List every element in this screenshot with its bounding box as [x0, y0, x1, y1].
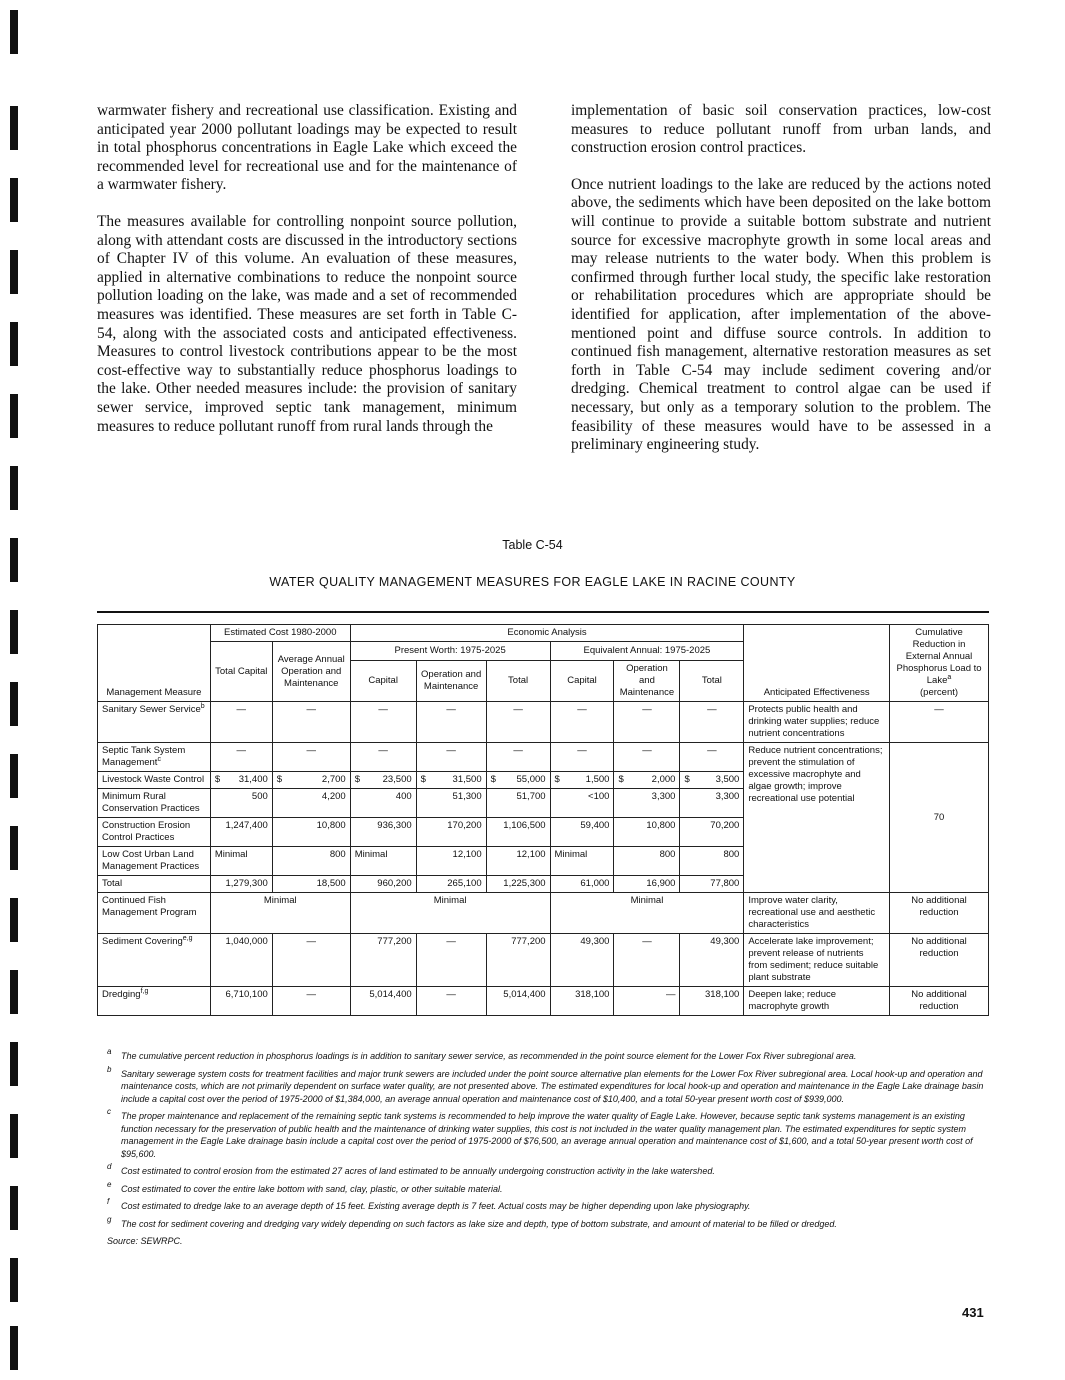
cell: 70,200 [680, 818, 744, 847]
cell-value: 23,500 [382, 774, 412, 785]
header-anticipated-effectiveness: Anticipated Effectiveness [744, 625, 890, 702]
table-row [98, 934, 989, 987]
cell: 77,800 [680, 876, 744, 893]
footnote-mark: g [107, 1214, 112, 1224]
edge-mark [10, 1326, 18, 1370]
cell: — [416, 743, 486, 772]
cell: — [210, 743, 272, 772]
cell [486, 772, 550, 789]
cell-value: 31,500 [452, 774, 482, 785]
cell: Minimal [350, 893, 550, 934]
measure-label: Dredging [102, 989, 141, 1000]
paragraph: warmwater fishery and recreational use classification. Existing and anticipated year 2000 pollutant loadings may be expected to result in total phosphorus concentrations in Eagle Lake which exceed the recommended level for recreational use and for the maintenance of a warmwater fishery. [97, 102, 517, 194]
measures-table [97, 624, 989, 1016]
cell: 16,900 [614, 876, 680, 893]
header-cumulative-reduction [890, 625, 989, 702]
measure-label: Sediment Covering [102, 936, 183, 947]
footnote-ref: f,g [140, 987, 149, 995]
footnote-mark: a [107, 1047, 112, 1056]
footnote [107, 1107, 992, 1160]
table-row [98, 987, 989, 1016]
cell: 1,225,300 [486, 876, 550, 893]
cell: 5,014,400 [486, 987, 550, 1016]
cell: 3,300 [680, 789, 744, 818]
currency-sign: $ [554, 774, 560, 785]
cell: 1,247,400 [210, 818, 272, 847]
table-top-rule [97, 611, 989, 613]
edge-mark [10, 682, 18, 726]
header-pw-capital: Capital [350, 661, 416, 702]
paragraph: implementation of basic soil conservation practices, low-cost measures to reduce pollutant runoff from urban lands, and construction erosion control practices. [571, 102, 991, 157]
cell: — [350, 743, 416, 772]
measure-name [98, 934, 211, 987]
edge-mark [10, 106, 18, 150]
currency-sign: $ [490, 774, 496, 785]
cell: 800 [680, 847, 744, 876]
footnote [107, 1162, 992, 1178]
cell-value: 1,500 [585, 774, 610, 785]
cell: — [272, 743, 350, 772]
edge-mark [10, 10, 18, 54]
header-cumulative-reduction-text: Cumulative Reduction in External Annual Phosphorus Load to Lake [896, 627, 982, 686]
cell: 936,300 [350, 818, 416, 847]
cell: 18,500 [272, 876, 350, 893]
edge-mark [10, 1042, 18, 1086]
header-pw-om: Operation and Maintenance [416, 661, 486, 702]
cell [210, 772, 272, 789]
footnote-ref: b [200, 702, 205, 710]
table-row [98, 893, 989, 934]
cell: 51,300 [416, 789, 486, 818]
cell-value: 55,000 [516, 774, 546, 785]
edge-mark [10, 466, 18, 510]
cell: — [416, 702, 486, 743]
effectiveness-cell: Protects public health and drinking water supplies; reduce nutrient concentrations [744, 702, 890, 743]
cell: 6,710,100 [210, 987, 272, 1016]
cell [680, 772, 744, 789]
cell: Minimal [210, 847, 272, 876]
table-title: WATER QUALITY MANAGEMENT MEASURES FOR EAGLE LAKE IN RACINE COUNTY [269, 575, 796, 589]
measure-name [98, 743, 211, 772]
cell: — [486, 743, 550, 772]
cell: 960,200 [350, 876, 416, 893]
measure-name: Livestock Waste Control [98, 772, 211, 789]
cell-value: 2,700 [321, 774, 346, 785]
cell: 800 [614, 847, 680, 876]
cell: 265,100 [416, 876, 486, 893]
edge-mark [10, 1186, 18, 1230]
cell: 3,300 [614, 789, 680, 818]
edge-mark [10, 394, 18, 438]
cell: 1,040,000 [210, 934, 272, 987]
cell: — [550, 743, 614, 772]
cell: 500 [210, 789, 272, 818]
footnote-text: The proper maintenance and replacement of the remaining septic tank systems is recommended to help improve the water quality of Eagle Lake. However, because septic tank systems management is an existing function necessary for the preservation of public health and the maintenance of drinking water supplies, this cost is not included in the water quality management plan. The estimated expenditures for septic system management in the Eagle Lake drainage basin include a capital cost over the period of 1975-2000 of $76,500, an average annual operation and maintenance cost of $1,600, and a total 50-year present worth cost of $95,600. [121, 1111, 973, 1159]
edge-mark [10, 178, 18, 222]
edge-mark [10, 970, 18, 1014]
paragraph: Once nutrient loadings to the lake are reduced by the actions noted above, the sediments which have been deposited on the lake bottom will continue to provide a suitable bottom substrate and nutrient source for excessive macrophyte growth in some local areas and may release nutrients to the water body. When this problem is confirmed through further local study, the specific lake restoration or rehabilitation procedures which are appropriate should be identified for application, after implementation of the above-mentioned point and diffuse source controls. In addition to continued fish management, alternative restoration measures as set forth in Table C-54 may include sediment covering and/or dredging. Chemical treatment to control algae can be used if necessary, but only as a temporary solution to the problem. The feasibility of these measures would have to be assessed in a preliminary engineering study. [571, 175, 991, 454]
measure-name [98, 987, 211, 1016]
header-average-annual-om: Average Annual Operation and Maintenance [272, 642, 350, 702]
effectiveness-cell: Improve water clarity, recreational use and aesthetic characteristics [744, 893, 890, 934]
cell: 51,700 [486, 789, 550, 818]
reduction-cell: No additional reduction [890, 893, 989, 934]
edge-mark [10, 322, 18, 366]
cell: <100 [550, 789, 614, 818]
edge-mark [10, 1258, 18, 1302]
cell: 777,200 [350, 934, 416, 987]
currency-sign: $ [618, 774, 624, 785]
footnote-text: Sanitary sewerage system costs for treatment facilities and major trunk sewers are included under the point source alternative plan elements for the Lower Fox River subregional area. Local hook-up and operation and maintenance costs, which are not primarily dependent on surface water quality, are not presented above. The estimated expenditures for local hook-up and operation and maintenance in the Eagle Lake drainage basin include a capital cost over the period of 1975-2000 of $1,384,000, an average annual operation and maintenance cost of $10,400, and a total 50-year present worth cost of $939,000. [121, 1068, 984, 1104]
cell: — [614, 702, 680, 743]
cell: Minimal [550, 847, 614, 876]
cell: 10,800 [272, 818, 350, 847]
measure-name [98, 702, 211, 743]
reduction-cell: No additional reduction [890, 934, 989, 987]
cell: 49,300 [550, 934, 614, 987]
table-row [98, 702, 989, 743]
footnote [107, 1197, 992, 1213]
cell [550, 772, 614, 789]
edge-mark [10, 1114, 18, 1158]
footnotes [107, 1047, 992, 1248]
footnote-mark: c [107, 1107, 111, 1116]
page-number: 431 [962, 1305, 984, 1320]
footnote-text: The cost for sediment covering and dredging vary widely depending on such factors as lake size and depth, type of bottom substrate, and amount of material to be filled or dredged. [121, 1218, 837, 1229]
cell [614, 772, 680, 789]
cell: 400 [350, 789, 416, 818]
header-pw-total: Total [486, 661, 550, 702]
footnote-ref: e,g [182, 934, 193, 942]
cell: 318,100 [550, 987, 614, 1016]
footnote-ref: c [157, 755, 161, 763]
header-ea-capital: Capital [550, 661, 614, 702]
cell: — [416, 934, 486, 987]
cell: — [350, 702, 416, 743]
currency-sign: $ [420, 774, 426, 785]
footnote [107, 1214, 992, 1231]
measure-label: Septic Tank System Management [102, 745, 186, 768]
cell: 800 [272, 847, 350, 876]
cell: — [680, 702, 744, 743]
cell: 777,200 [486, 934, 550, 987]
footnote-mark: f [107, 1197, 110, 1206]
header-ea-total: Total [680, 661, 744, 702]
cell-value: 3,500 [715, 774, 740, 785]
cell: 59,400 [550, 818, 614, 847]
source-note: Source: SEWRPC. [107, 1236, 183, 1246]
cell: — [614, 987, 680, 1016]
currency-sign: $ [684, 774, 690, 785]
cell: Minimal [550, 893, 744, 934]
cell-value: 2,000 [651, 774, 676, 785]
cell: — [550, 702, 614, 743]
reduction-cell: 70 [890, 743, 989, 893]
cell: — [486, 702, 550, 743]
header-equivalent-annual: Equivalent Annual: 1975-2025 [550, 642, 744, 661]
cell: — [416, 987, 486, 1016]
cell: 12,100 [486, 847, 550, 876]
table-number: Table C-54 [502, 538, 563, 552]
cell: Minimal [210, 893, 350, 934]
measure-name: Construction Erosion Control Practices [98, 818, 211, 847]
footnote-ref: a [947, 673, 952, 681]
scan-edge-marks [10, 0, 20, 1380]
header-estimated-cost: Estimated Cost 1980-2000 [210, 625, 350, 642]
cell: Minimal [350, 847, 416, 876]
cell: 49,300 [680, 934, 744, 987]
footnote [107, 1179, 992, 1196]
effectiveness-cell: Accelerate lake improvement; prevent release of nutrients from sediment; reduce suitable plant substrate [744, 934, 890, 987]
edge-mark [10, 898, 18, 942]
body-column-left [97, 102, 517, 454]
reduction-cell: No additional reduction [890, 987, 989, 1016]
cell: 4,200 [272, 789, 350, 818]
currency-sign: $ [276, 774, 283, 785]
footnote-mark: b [107, 1064, 112, 1074]
header-present-worth: Present Worth: 1975-2025 [350, 642, 550, 661]
body-column-right [571, 102, 991, 473]
cell: 5,014,400 [350, 987, 416, 1016]
footnote [107, 1047, 992, 1063]
footnote-text: Cost estimated to cover the entire lake bottom with sand, clay, plastic, or other suitable material. [121, 1183, 503, 1194]
cell: — [680, 743, 744, 772]
cell [350, 772, 416, 789]
edge-mark [10, 610, 18, 654]
cell: 10,800 [614, 818, 680, 847]
footnote [107, 1064, 992, 1106]
effectiveness-cell: Reduce nutrient concentrations; prevent the stimulation of excessive macrophyte and algae growth; improve recreational use potential [744, 743, 890, 893]
header-total-capital: Total Capital [210, 642, 272, 702]
effectiveness-cell: Deepen lake; reduce macrophyte growth [744, 987, 890, 1016]
header-ea-om: Operation and Maintenance [614, 661, 680, 702]
cell: — [614, 743, 680, 772]
cell: — [272, 934, 350, 987]
cell: 170,200 [416, 818, 486, 847]
measure-name: Total [98, 876, 211, 893]
edge-mark [10, 754, 18, 798]
footnote-mark: e [107, 1179, 112, 1189]
cell-value: 31,400 [238, 774, 268, 785]
currency-sign: $ [214, 774, 221, 785]
footnote-text: The cumulative percent reduction in phosphorus loadings is in addition to sanitary sewer service, as recommended in the point source element for the Lower Fox River subregional area. [121, 1051, 857, 1061]
cell: 1,106,500 [486, 818, 550, 847]
header-economic-analysis: Economic Analysis [350, 625, 744, 642]
edge-mark [10, 826, 18, 870]
table-row [98, 743, 989, 772]
cell: 318,100 [680, 987, 744, 1016]
cell: 12,100 [416, 847, 486, 876]
paragraph: The measures available for controlling nonpoint source pollution, along with attendant costs are discussed in the introductory sections of Chapter IV of this volume. An evaluation of these measures, applied in alternative combinations to reduce the nonpoint source pollution loading on the lake, was made and a set of recommended measures was identified. These measures are set forth in Table C-54, along with the associated costs and anticipated effectiveness. Measures to control livestock contributions appear to be the most cost-effective way to substantially reduce phosphorus loadings to the lake. Other needed measures include: the provision of sanitary sewer service, improved septic tank management, minimum measures to reduce pollutant runoff from rural lands through the [97, 212, 517, 435]
footnote-text: Cost estimated to dredge lake to an average depth of 15 feet. Existing average depth is 7 feet. Actual costs may be higher depending upon lake physiography. [121, 1201, 751, 1211]
measure-name: Continued Fish Management Program [98, 893, 211, 934]
edge-mark [10, 250, 18, 294]
cell [272, 772, 350, 789]
cell: — [614, 934, 680, 987]
footnote-text: Cost estimated to control erosion from the estimated 27 acres of land estimated to be annually undergoing construction activity in the lake watershed. [121, 1166, 715, 1176]
currency-sign: $ [354, 774, 360, 785]
header-percent-unit: (percent) [920, 687, 959, 698]
measure-name: Minimum Rural Conservation Practices [98, 789, 211, 818]
cell: — [272, 987, 350, 1016]
measure-name: Low Cost Urban Land Management Practices [98, 847, 211, 876]
cell: — [210, 702, 272, 743]
header-management-measure: Management Measure [98, 625, 211, 702]
cell: — [272, 702, 350, 743]
reduction-cell: — [890, 702, 989, 743]
measure-label: Sanitary Sewer Service [102, 704, 201, 715]
cell: 1,279,300 [210, 876, 272, 893]
cell [416, 772, 486, 789]
cell: 61,000 [550, 876, 614, 893]
footnote-mark: d [107, 1162, 112, 1171]
